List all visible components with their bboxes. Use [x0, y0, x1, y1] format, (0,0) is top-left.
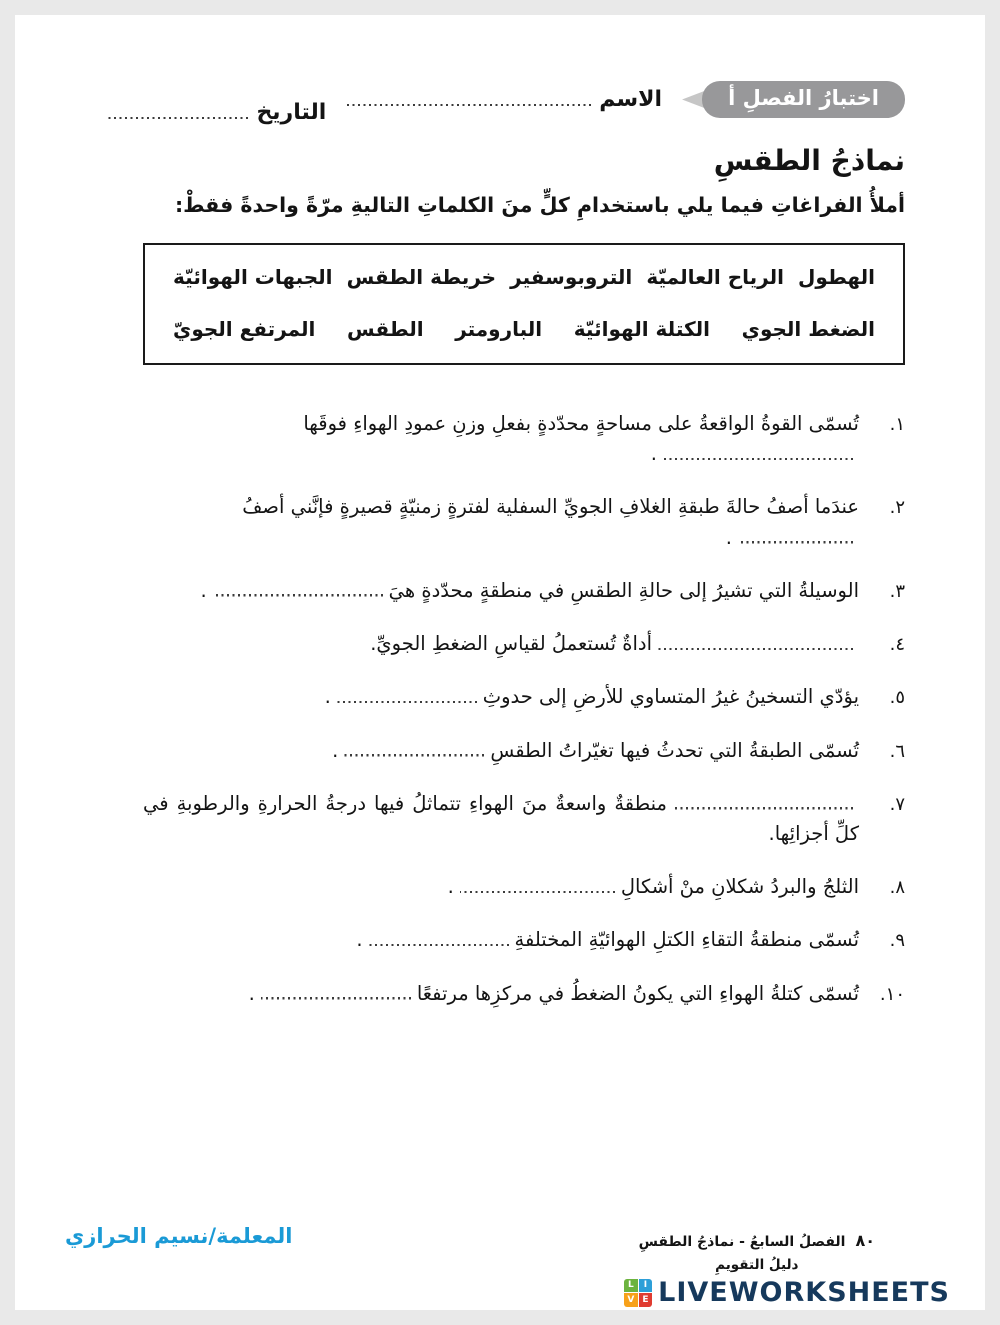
- question-text-content: تُسمّى القوةُ الواقعةُ على مساحةٍ محدّدةٍ بفعلِ وزنِ عمودِ الهواءِ فوقَها: [303, 412, 859, 435]
- worksheet-content: [15, 15, 985, 1009]
- answer-blank[interactable]: [673, 796, 853, 810]
- chapter-test-badge: [682, 81, 905, 118]
- question-text-content: أداةٌ تُستعملُ لقياسِ الضغطِ الجويِّ.: [370, 632, 652, 656]
- question-text-content: عندَما أصفُ حالةَ طبقةِ الغلافِ الجويِّ السفلية لفترةٍ زمنيّةٍ قصيرةٍ فإنَّني أصفُ: [242, 495, 859, 519]
- question-number: ٦.: [889, 740, 905, 762]
- answer-blank[interactable]: [261, 986, 411, 1000]
- question-row: [143, 492, 905, 552]
- instruction-text: أملأُ الفراغاتِ فيما يلي باستخدامِ كلٍّ منَ الكلماتِ التاليةِ مرّةً واحدةً فقطْ:: [174, 193, 905, 217]
- liveworksheets-wordmark: LIVEWORKSHEETS: [658, 1277, 950, 1308]
- answer-blank[interactable]: [738, 530, 853, 544]
- question-row: [143, 979, 905, 1009]
- name-blank[interactable]: [346, 92, 591, 106]
- question-text: [143, 492, 859, 552]
- question-text-content: تُسمّى كتلةُ الهواءِ التي يكونُ الضغطُ في مركزِها مرتفعًا: [416, 981, 859, 1005]
- date-field: [108, 100, 326, 125]
- period: .: [725, 525, 732, 549]
- question-row: [143, 872, 905, 902]
- period: .: [200, 578, 207, 602]
- question-text-content: الوسيلةُ التي تشيرُ إلى حالةِ الطقسِ في منطقةٍ محدّدةٍ هيَ: [388, 578, 859, 602]
- logo-square-red: E: [639, 1293, 653, 1307]
- logo-square-orange: V: [624, 1293, 638, 1307]
- question-text-content: الثلجُ والبردُ شكلانِ منْ أشكالِ: [620, 875, 859, 899]
- question-row: [143, 576, 905, 606]
- word-bank-item: الضغط الجوي: [741, 317, 875, 341]
- question-text-content: يؤدّي التسخينُ غيرُ المتساوي للأرضِ إلى حدوثِ: [482, 685, 859, 709]
- question-text: [143, 789, 859, 849]
- question-number: ٢.: [889, 497, 905, 519]
- word-bank: [143, 243, 905, 365]
- word-bank-item: الهطول: [798, 265, 875, 289]
- question-text: [143, 925, 859, 955]
- question-number: ٨.: [889, 877, 905, 899]
- logo-square-blue: I: [639, 1279, 653, 1293]
- question-number: ٥.: [889, 687, 905, 709]
- answer-blank[interactable]: [369, 932, 509, 946]
- word-bank-row-1: [173, 265, 875, 289]
- question-number: ١.: [889, 414, 905, 435]
- word-bank-item: الكتلة الهوائيّة: [573, 317, 710, 341]
- chapter-test-badge-label: اختبارُ الفصلِ أ: [702, 81, 905, 118]
- question-number: ٣.: [889, 580, 905, 602]
- answer-blank[interactable]: [337, 689, 477, 703]
- questions-list: [143, 409, 905, 1009]
- question-row: [143, 629, 905, 659]
- question-number: ٧.: [889, 793, 905, 815]
- period: .: [650, 442, 657, 466]
- period: .: [332, 738, 339, 762]
- question-row: [143, 409, 905, 469]
- liveworksheets-logo: [624, 1277, 950, 1308]
- period: .: [248, 981, 255, 1005]
- answer-blank[interactable]: [658, 636, 853, 650]
- word-bank-item: البارومتر: [455, 317, 543, 341]
- chapter-title: الفصلُ السابعُ - نماذجُ الطقسِ: [638, 1234, 846, 1250]
- question-text: [143, 872, 859, 902]
- question-text: [143, 979, 859, 1009]
- question-row: [143, 925, 905, 955]
- date-label: التاريخ: [256, 100, 327, 125]
- logo-square-green: L: [624, 1279, 638, 1293]
- chapter-line: [639, 1231, 875, 1250]
- question-number: ٤.: [889, 634, 905, 656]
- question-text: [143, 576, 859, 606]
- period: .: [356, 928, 363, 952]
- question-row: [143, 789, 905, 849]
- question-text-content: تُسمّى منطقةُ التقاءِ الكتلِ الهوائيّةِ المختلفةِ: [514, 928, 859, 952]
- question-number: ١٠.: [879, 983, 905, 1005]
- question-row: [143, 736, 905, 766]
- answer-blank[interactable]: [663, 446, 853, 460]
- period: .: [324, 685, 331, 709]
- answer-blank[interactable]: [213, 583, 383, 597]
- word-bank-item: الطقس: [347, 317, 424, 341]
- question-row: [143, 682, 905, 712]
- word-bank-item: الجبهات الهوائيّة: [173, 265, 333, 289]
- assessment-guide-label: دليلُ التقويمِ: [715, 1257, 799, 1273]
- word-bank-row-2: [173, 317, 875, 341]
- word-bank-item: المرتفع الجويّ: [173, 317, 316, 341]
- page-title: نماذجُ الطقسِ: [713, 144, 905, 177]
- liveworksheets-icon: [624, 1279, 652, 1307]
- question-text: [143, 736, 859, 766]
- question-number: ٩.: [889, 930, 905, 952]
- date-blank[interactable]: [108, 105, 248, 119]
- page-number: ٨٠: [855, 1231, 875, 1250]
- word-bank-item: التروبوسفير: [510, 265, 633, 289]
- name-field: [346, 87, 662, 112]
- question-text-content: منطقةٌ واسعةٌ منَ الهواءِ تتماثلُ فيها درجةُ الحرارةِ والرطوبةِ في كلِّ أجزائِها.: [143, 791, 859, 845]
- teacher-name: المعلمة/نسيم الحرازي: [65, 1224, 293, 1248]
- question-text: [143, 409, 859, 469]
- question-text: [143, 682, 859, 712]
- footer-info: [639, 1231, 875, 1273]
- word-bank-item: الرياح العالميّة: [646, 265, 784, 289]
- answer-blank[interactable]: [344, 743, 484, 757]
- answer-blank[interactable]: [460, 879, 615, 893]
- question-text-content: تُسمّى الطبقةُ التي تحدثُ فيها تغيّراتُ الطقسِ: [490, 738, 859, 762]
- word-bank-item: خريطة الطقس: [346, 265, 497, 289]
- name-label: الاسم: [599, 87, 663, 112]
- header: [143, 81, 905, 125]
- period: .: [447, 875, 454, 899]
- question-text: [143, 629, 859, 659]
